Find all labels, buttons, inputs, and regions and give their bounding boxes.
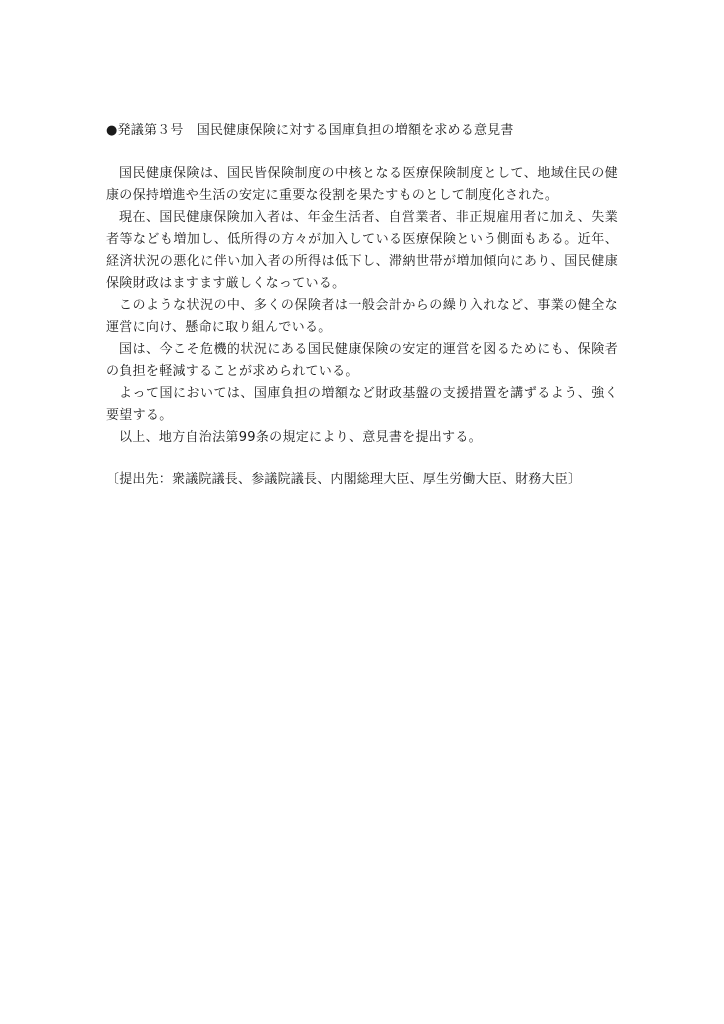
document-body xyxy=(106,163,618,449)
paragraph: よって国においては、国庫負担の増額など財政基盤の支援措置を講ずるよう、強く要望する。 xyxy=(106,386,618,423)
paragraph: 国民健康保険は、国民皆保険制度の中核となる医療保険制度として、地域住民の健康の保持増進や生活の安定に重要な役割を果たすものとして制度化された。 xyxy=(106,166,618,203)
document-title: ●発議第３号 国民健康保険に対する国庫負担の増額を求める意見書 xyxy=(106,123,514,138)
paragraph: 以上、地方自治法第99条の規定により、意見書を提出する。 xyxy=(119,430,482,445)
submission-recipients: 〔提出先：衆議院議長、参議院議長、内閣総理大臣、厚生労働大臣、財務大臣〕 xyxy=(106,472,582,487)
paragraph: 現在、国民健康保険加入者は、年金生活者、自営業者、非正規雇用者に加え、失業者等なども増加し、低所得の方々が加入している医療保険という側面もある。近年、経済状況の悪化に伴い加入者の所得は低下し、滞納世帯が増加傾向にあり、国民健康保険財政はますます厳しくなっている。 xyxy=(106,210,618,291)
paragraph: このような状況の中、多くの保険者は一般会計からの繰り入れなど、事業の健全な運営に向け、懸命に取り組んでいる。 xyxy=(106,298,618,335)
paragraph: 国は、今こそ危機的状況にある国民健康保険の安定的運営を図るためにも、保険者の負担を軽減することが求められている。 xyxy=(106,342,618,379)
